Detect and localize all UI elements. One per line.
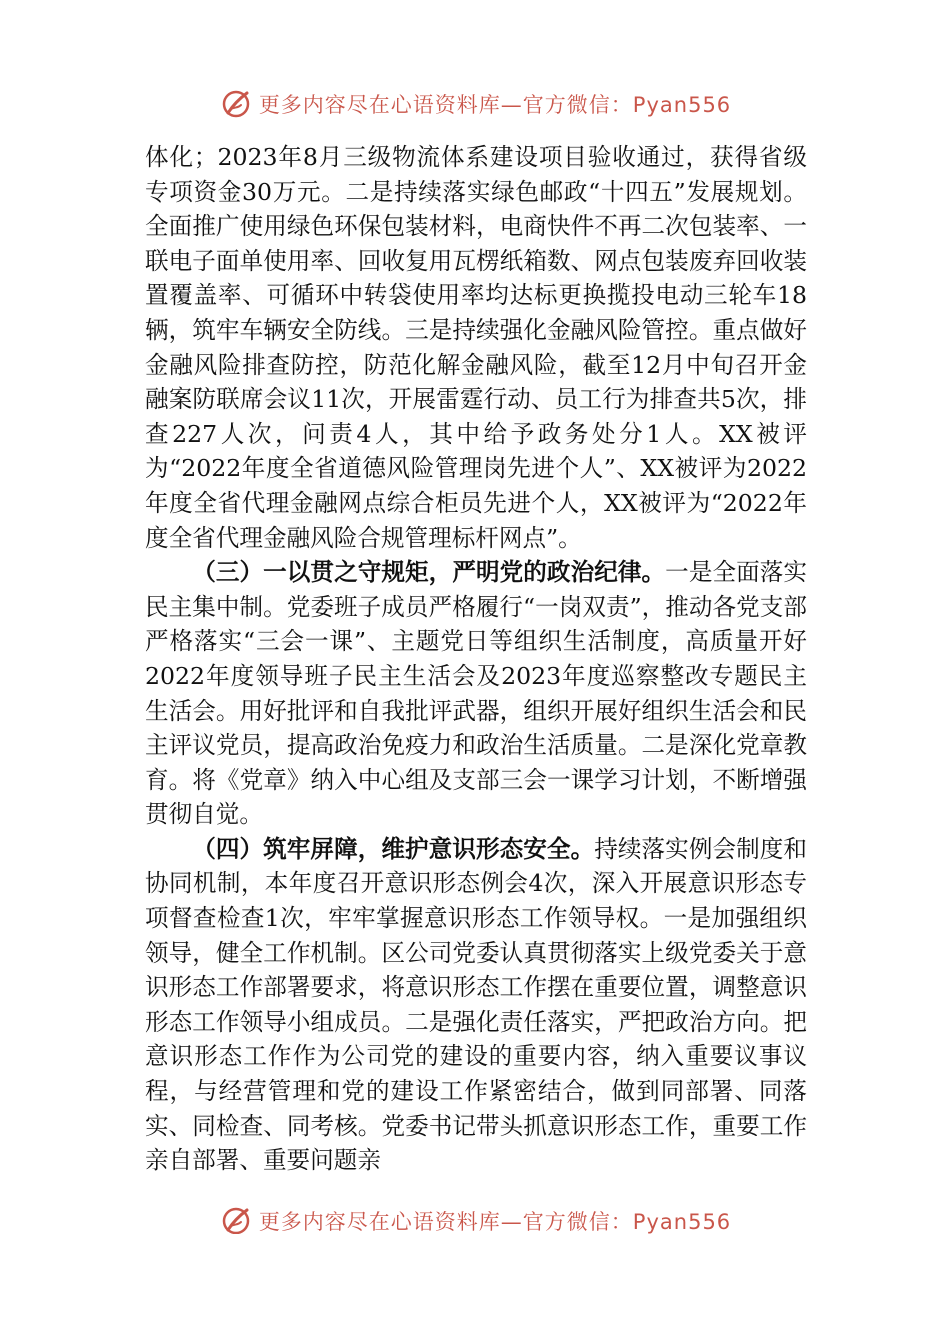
paragraph-2 — [145, 555, 807, 832]
brush-logo-icon — [219, 1204, 253, 1234]
paragraph-3-text: 持续落实例会制度和协同机制，本年度召开意识形态例会4次，深入开展意识形态专项督查检查1次，牢牢掌握意识形态工作领导权。一是加强组织领导，健全工作机制。区公司党委认真贯彻落实上级党委关于意识形态工作部署要求，将意识形态工作摆在重要位置，调整意识形态工作领导小组成员。二是强化责任落实，严把政治方向。把意识形态工作作为公司党的建设的重要内容，纳入重要议事议程，与经营管理和党的建设工作紧密结合，做到同部署、同落实、同检查、同考核。党委书记带头抓意识形态工作，重要工作亲自部署、重要问题亲 — [145, 834, 808, 1175]
paragraph-2-text: 一是全面落实民主集中制。党委班子成员严格履行“一岗双责”，推动各党支部严格落实“三会一课”、主题党日等组织生活制度，高质量开好2022年度领导班子民主生活会及2023年度巡察整改专题民主生活会。用好批评和自我批评武器，组织开展好组织生活会和民主评议党员，提高政治免疫力和政治生活质量。二是深化党章教育。将《党章》纳入中心组及支部三会一课学习计划，不断增强贯彻自觉。 — [145, 558, 808, 829]
section-heading-4: （四）筑牢屏障，维护意识形态安全。 — [192, 834, 595, 863]
document-body — [145, 140, 807, 1178]
brush-logo-icon — [219, 87, 253, 121]
watermark-footer — [0, 1198, 950, 1234]
watermark-header — [0, 82, 950, 126]
paragraph-1: 体化；2023年8月三级物流体系建设项目验收通过，获得省级专项资金30万元。二是持续落实绿色邮政“十四五”发展规划。全面推广使用绿色环保包装材料，电商快件不再二次包装率、一联电子面单使用率、回收复用瓦楞纸箱数、网点包装废弃回收装置覆盖率、可循环中转袋使用率均达标更换揽投电动三轮车18辆，筑牢车辆安全防线。三是持续强化金融风险管控。重点做好金融风险排查防控，防范化解金融风险，截至12月中旬召开金融案防联席会议11次，开展雷霆行动、员工行为排查共5次，排查227人次，问责4人，其中给予政务处分1人。XX被评为“2022年度全省道德风险管理岗先进个人”、XX被评为2022年度全省代理金融网点综合柜员先进个人，XX被评为“2022年度全省代理金融风险合规管理标杆网点”。 — [145, 143, 807, 552]
section-heading-3: （三）一以贯之守规矩，严明党的政治纪律。 — [192, 558, 666, 587]
paragraph-3 — [145, 832, 807, 1178]
watermark-text: 更多内容尽在心语资料库—官方微信：Pyan556 — [258, 1210, 732, 1234]
watermark-text: 更多内容尽在心语资料库—官方微信：Pyan556 — [258, 93, 732, 117]
